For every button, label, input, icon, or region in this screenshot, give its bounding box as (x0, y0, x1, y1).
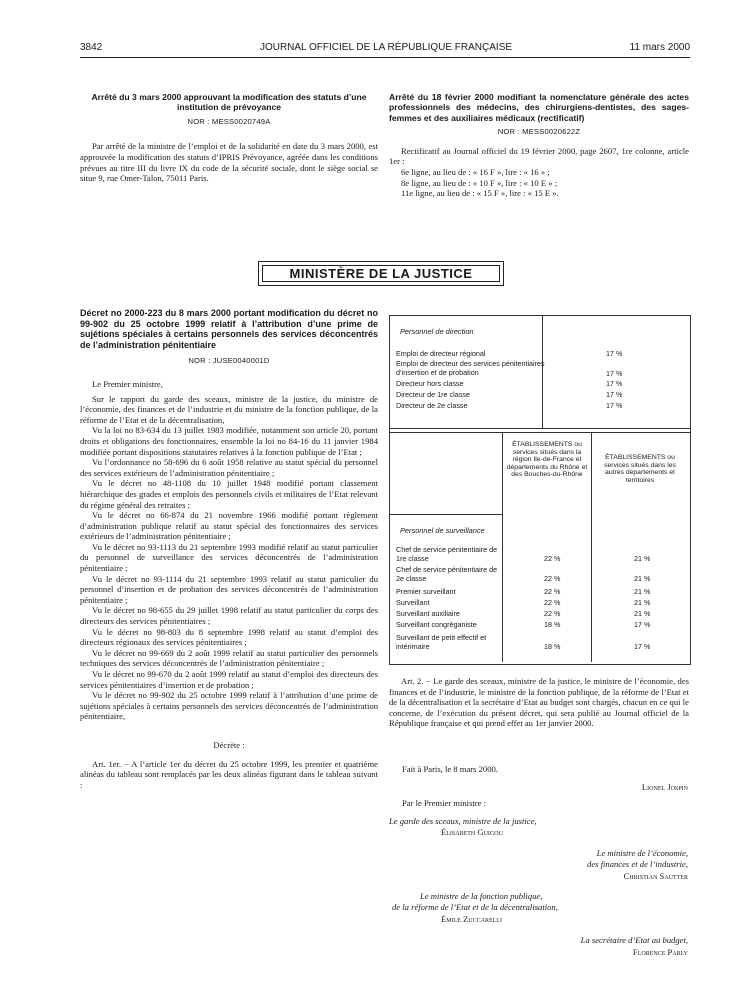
decree-paragraph: Vu le décret no 93-1114 du 21 septembre 1993 relatif au statut particulier du personnel d’insertion et de probation des services déconcentrés de l’administration pénitentiaire ; (80, 573, 378, 605)
decree-paragraphs (80, 379, 378, 722)
signature-role: Le garde des sceaux, ministre de la justice, (389, 816, 537, 826)
signature-date: Fait à Paris, le 8 mars 2000. (402, 764, 498, 774)
ministry-title: MINISTÈRE DE LA JUSTICE (262, 265, 500, 282)
signature-par: Par le Premier ministre : (402, 798, 487, 808)
decree-paragraph: Vu l’ordonnance no 58-696 du 6 août 1958 relative au statut spécial du personnel des services extérieurs de l’administration pénitentiaire ; (80, 457, 378, 478)
signature-role: Le ministre de l’économie, (596, 848, 688, 858)
col-header-idf: ÉTABLISSEMENTS ou services situés dans la région Ile-de-France et départements du Rhône et des Bouches-du-Rhône (506, 441, 588, 479)
nor-reference: NOR : MESS0020622Z (497, 127, 581, 137)
rectif-line: 11e ligne, au lieu de : « 15 F », lire : « 15 E ». (401, 188, 559, 199)
decree-paragraph: Vu le décret no 99-902 du 25 octobre 1999 relatif à l’attribution d’une prime de sujétions spéciales à certains personnels des services déconcentrés de l’administration pénitentiaire, (80, 690, 378, 722)
article-1: Art. 1er. − A l’article 1er du décret du 25 octobre 1999, les premier et quatrième alinéas du tableau sont remplacés par les deux alinéas figurant dans le tableau suivant : (80, 758, 378, 790)
col-header-other: ÉTABLISSEMENTS ou services situés dans les autres départements et territoires (604, 454, 676, 484)
rectif-line: 8e ligne, au lieu de : « 10 F », lire : « 10 E » ; (401, 177, 558, 188)
article-2 (389, 676, 689, 729)
rectif-line: 6e ligne, au lieu de : « 16 F », lire : « 16 » ; (401, 167, 550, 177)
decree-paragraph: Vu le décret no 93-1113 du 21 septembre 1993 modifié relatif au statut particulier du personnel de surveillance des services déconcentrés de l’administration pénitentiaire ; (80, 541, 378, 574)
signature-name: Florence Parly (632, 947, 688, 957)
signature-name: Élisabeth Guigou (441, 827, 503, 837)
ministry-banner (258, 261, 504, 286)
signature-name: Émile Zuccarelli (441, 914, 502, 924)
decree-paragraph: Sur le rapport du garde des sceaux, ministre de la justice, du ministre de l’économie, des finances et de l’industrie et du ministre de la fonction publique, de la réforme de l’Etat et de la décentralisation, (80, 393, 378, 425)
signature-role: des finances et de l’industrie, (587, 859, 688, 869)
article-ipris (80, 92, 378, 184)
nor-reference: NOR : JUSE0040001D (188, 356, 270, 366)
journal-title: JOURNAL OFFICIEL DE LA RÉPUBLIQUE FRANÇAISE (259, 42, 513, 53)
article-body: Par arrêté de la ministre de l’emploi et de la solidarité en date du 3 mars 2000, est approuvée la modification des statuts d’IPRIS Prévoyance, agréée dans les conditions prévues au titre III du livre IX du code de la sécurité sociale, dont le siège social se situe 9, rue Omer-Talon, 75011 Paris. (80, 141, 378, 184)
article-title: Arrêté du 18 février 2000 modifiant la nomenclature générale des actes professionnels des médecins, des chirurgiens-dentistes, des sages-femmes et des auxiliaires médicaux (rectificatif) (389, 92, 689, 123)
decree-column (80, 308, 378, 790)
decree-paragraph: Vu le décret no 98-655 du 29 juillet 1998 relatif au statut particulier du corps des directeurs des services pénitentiaires ; (80, 605, 378, 627)
nor-reference: NOR : MESS0020749A (187, 116, 271, 126)
rectif-line: Rectificatif au Journal officiel du 19 février 2000, page 2607, 1re colonne, article 1er : (389, 145, 689, 167)
decree-paragraph: Vu le décret no 66-874 du 21 novembre 1966 modifié portant règlement d’administration publique relatif au statut spécial des fonctionnaires des services extérieurs de l’administration pénitentiaire ; (80, 510, 378, 542)
header-rule (80, 57, 690, 58)
decree-paragraph: Vu le décret no 48-1108 du 10 juillet 1948 modifié portant classement hiérarchique des grades et emplois des personnels civils et militaires de l’Etat relevant du régime général des retraites ; (80, 478, 378, 510)
section-direction: Personnel de direction (400, 327, 474, 336)
signature-role: de la réforme de l’Etat et de la décentralisation, (392, 902, 558, 912)
prime-table: Personnel de direction Emploi de directeur régional 17 % Emploi de directeur des services pénitentiaires d’insertion et de probation 17 % Directeur hors classe 17 % Directeur de 1re classe 17 % Directeur de 2e classe 17 % ÉTABLISSEMENTS ou services situés dans la région Ile-de-France et départements du Rhône et des Bouches-du-Rhône ÉTABLISSEMENTS ou services situés dans les autres départements et territoires Personnel de surveillance Chef de service pénitentiaire de 1re classe 22 % 21 % Chef de service pénitentiaire de 2e classe 22 % 21 % Premier surveillant 22 % 21 % Surveillant 22 % 21 % Surveillant auxiliaire 22 % 21 % Surveillant congréganiste 18 % 17 % Surveillant de petit effectif et intérimaire 18 % 17 % (389, 315, 691, 665)
decrete-label: Décrète : (213, 739, 245, 750)
signature-role: Le ministre de la fonction publique, (420, 891, 543, 901)
signature-role: La secrétaire d’Etat au budget, (580, 935, 688, 945)
article-rectificatif (389, 92, 689, 199)
decree-paragraph: Vu le décret no 98-803 du 8 septembre 1998 relatif au statut d’emploi des directeurs régionaux des services pénitentiaires ; (80, 626, 378, 648)
page-number: 3842 (80, 42, 103, 53)
issue-date: 11 mars 2000 (629, 42, 690, 53)
decree-title: Décret no 2000-223 du 8 mars 2000 portant modification du décret no 99-902 du 25 octobre 1999 relatif à l’attribution d’une prime de sujétions spéciales à certains personnels des services déconcentrés de l’administration pénitentiaire (80, 308, 378, 350)
signature-name: Christian Sautter (623, 871, 688, 881)
article-title: Arrêté du 3 mars 2000 approuvant la modification des statuts d’une institution de prévoyance (91, 92, 367, 113)
decree-paragraph: Vu le décret no 99-669 du 2 août 1999 relatif au statut particulier des personnels techniques des services déconcentrés de l’administration pénitentiaire ; (80, 647, 378, 669)
signature-pm: Lionel Jospin (641, 782, 688, 792)
decree-paragraph: Le Premier ministre, (92, 378, 163, 389)
article-2-text: Art. 2. − Le garde des sceaux, ministre de la justice, le ministre de l’économie, des finances et de l’industrie, le ministre de la fonction publique, de la réforme de l’Etat et de la décentralisation et la secrétaire d’Etat au budget sont chargés, chacun en ce qui le concerne, de l’exécution du présent décret, qui sera publié au Journal officiel de la République française et qui prend effet au 1er janvier 2000. (389, 676, 689, 729)
section-surveillance: Personnel de surveillance (400, 526, 485, 535)
decree-paragraph: Vu le décret no 99-670 du 2 août 1999 relatif au statut d’emploi des directeurs des services pénitentiaires d’insertion et de probation ; (80, 669, 378, 690)
decree-paragraph: Vu la loi no 83-634 du 13 juillet 1983 modifiée, notamment son article 20, portant droits et obligations des fonctionnaires, ensemble la loi no 84-16 du 11 janvier 1984 modifiée portant dispositions statutaires relatives à la fonction publique de l’Etat ; (80, 425, 378, 457)
